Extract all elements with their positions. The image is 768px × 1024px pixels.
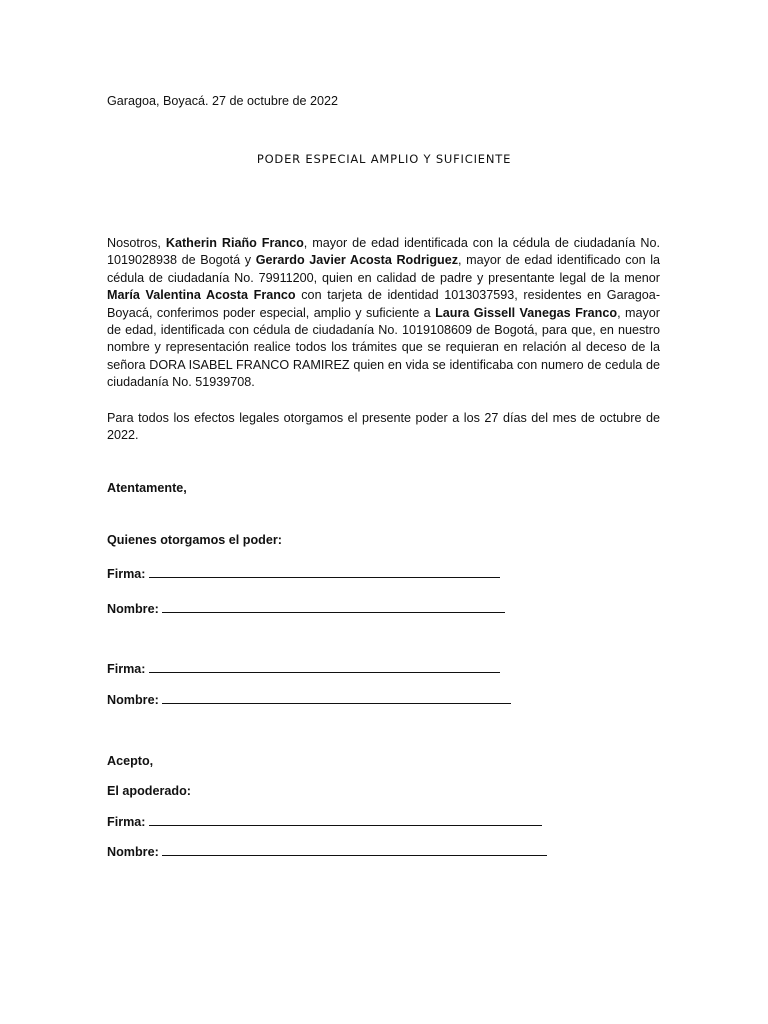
firma-label: Firma: [107,567,146,581]
grantor-name-1: Katherin Riaño Franco [165,236,304,250]
document-title: PODER ESPECIAL AMPLIO Y SUFICIENTE [256,152,512,166]
nombre-label: Nombre: [107,602,159,616]
grantor-1-name-line[interactable] [107,601,505,617]
grantors-heading: Quienes otorgamos el poder: [107,533,282,547]
attorney-name-line[interactable] [107,844,547,860]
minor-name: María Valentina Acosta Franco [107,288,296,303]
nombre-label: Nombre: [107,845,159,859]
p1-text-c: , mayor de edad identificado con la cédula de ciudadanía No. 79911200, quien en calidad de padre y presentante legal de la menor [107,253,661,285]
signature-rule [149,566,500,578]
name-rule [162,601,505,613]
signature-rule [149,661,500,673]
body-paragraph-2: Para todos los efectos legales otorgamos el presente poder a los 27 días del mes de octubre de 2022. [107,411,660,443]
p1-text-d: con tarjeta de identidad 1013037593, residentes en Garagoa-Boyacá, conferimos poder especial, amplio y suficiente a [107,288,661,320]
place-date: Garagoa, Boyacá. 27 de octubre de 2022 [107,94,339,108]
signature-rule [149,814,542,826]
grantor-1-signature-line[interactable] [107,566,500,582]
name-rule [162,692,511,704]
name-rule [162,844,547,856]
firma-label: Firma: [107,815,146,829]
grantor-name-2: Gerardo Javier Acosta Rodriguez [255,253,459,268]
p1-text-e: , mayor de edad, identificada con cédula de ciudadanía No. 1019108609 de Bogotá, para que, en nuestro nombre y representación realice todos los trámites que se requieran en relación al deceso de la señora DORA ISABEL FRANCO RAMIREZ quien en vida se identificaba con numero de cedula de ciudadanía No. 51939708. [107,305,660,390]
nombre-label: Nombre: [107,693,159,707]
p1-text-a: Nosotros, [107,236,166,250]
closing: Atentamente, [107,481,187,495]
attorney-heading: El apoderado: [107,784,191,798]
p1-text-b: , mayor de edad identificada con la cédula de ciudadanía No. 1019028938 de Bogotá y [107,236,660,268]
accept-label: Acepto, [107,754,154,768]
body-paragraph-1 [107,235,660,392]
attorney-name: Laura Gissell Vanegas Franco [435,305,618,320]
firma-label: Firma: [107,662,146,676]
grantor-2-name-line[interactable] [107,692,511,708]
attorney-signature-line[interactable] [107,814,542,830]
grantor-2-signature-line[interactable] [107,661,500,677]
